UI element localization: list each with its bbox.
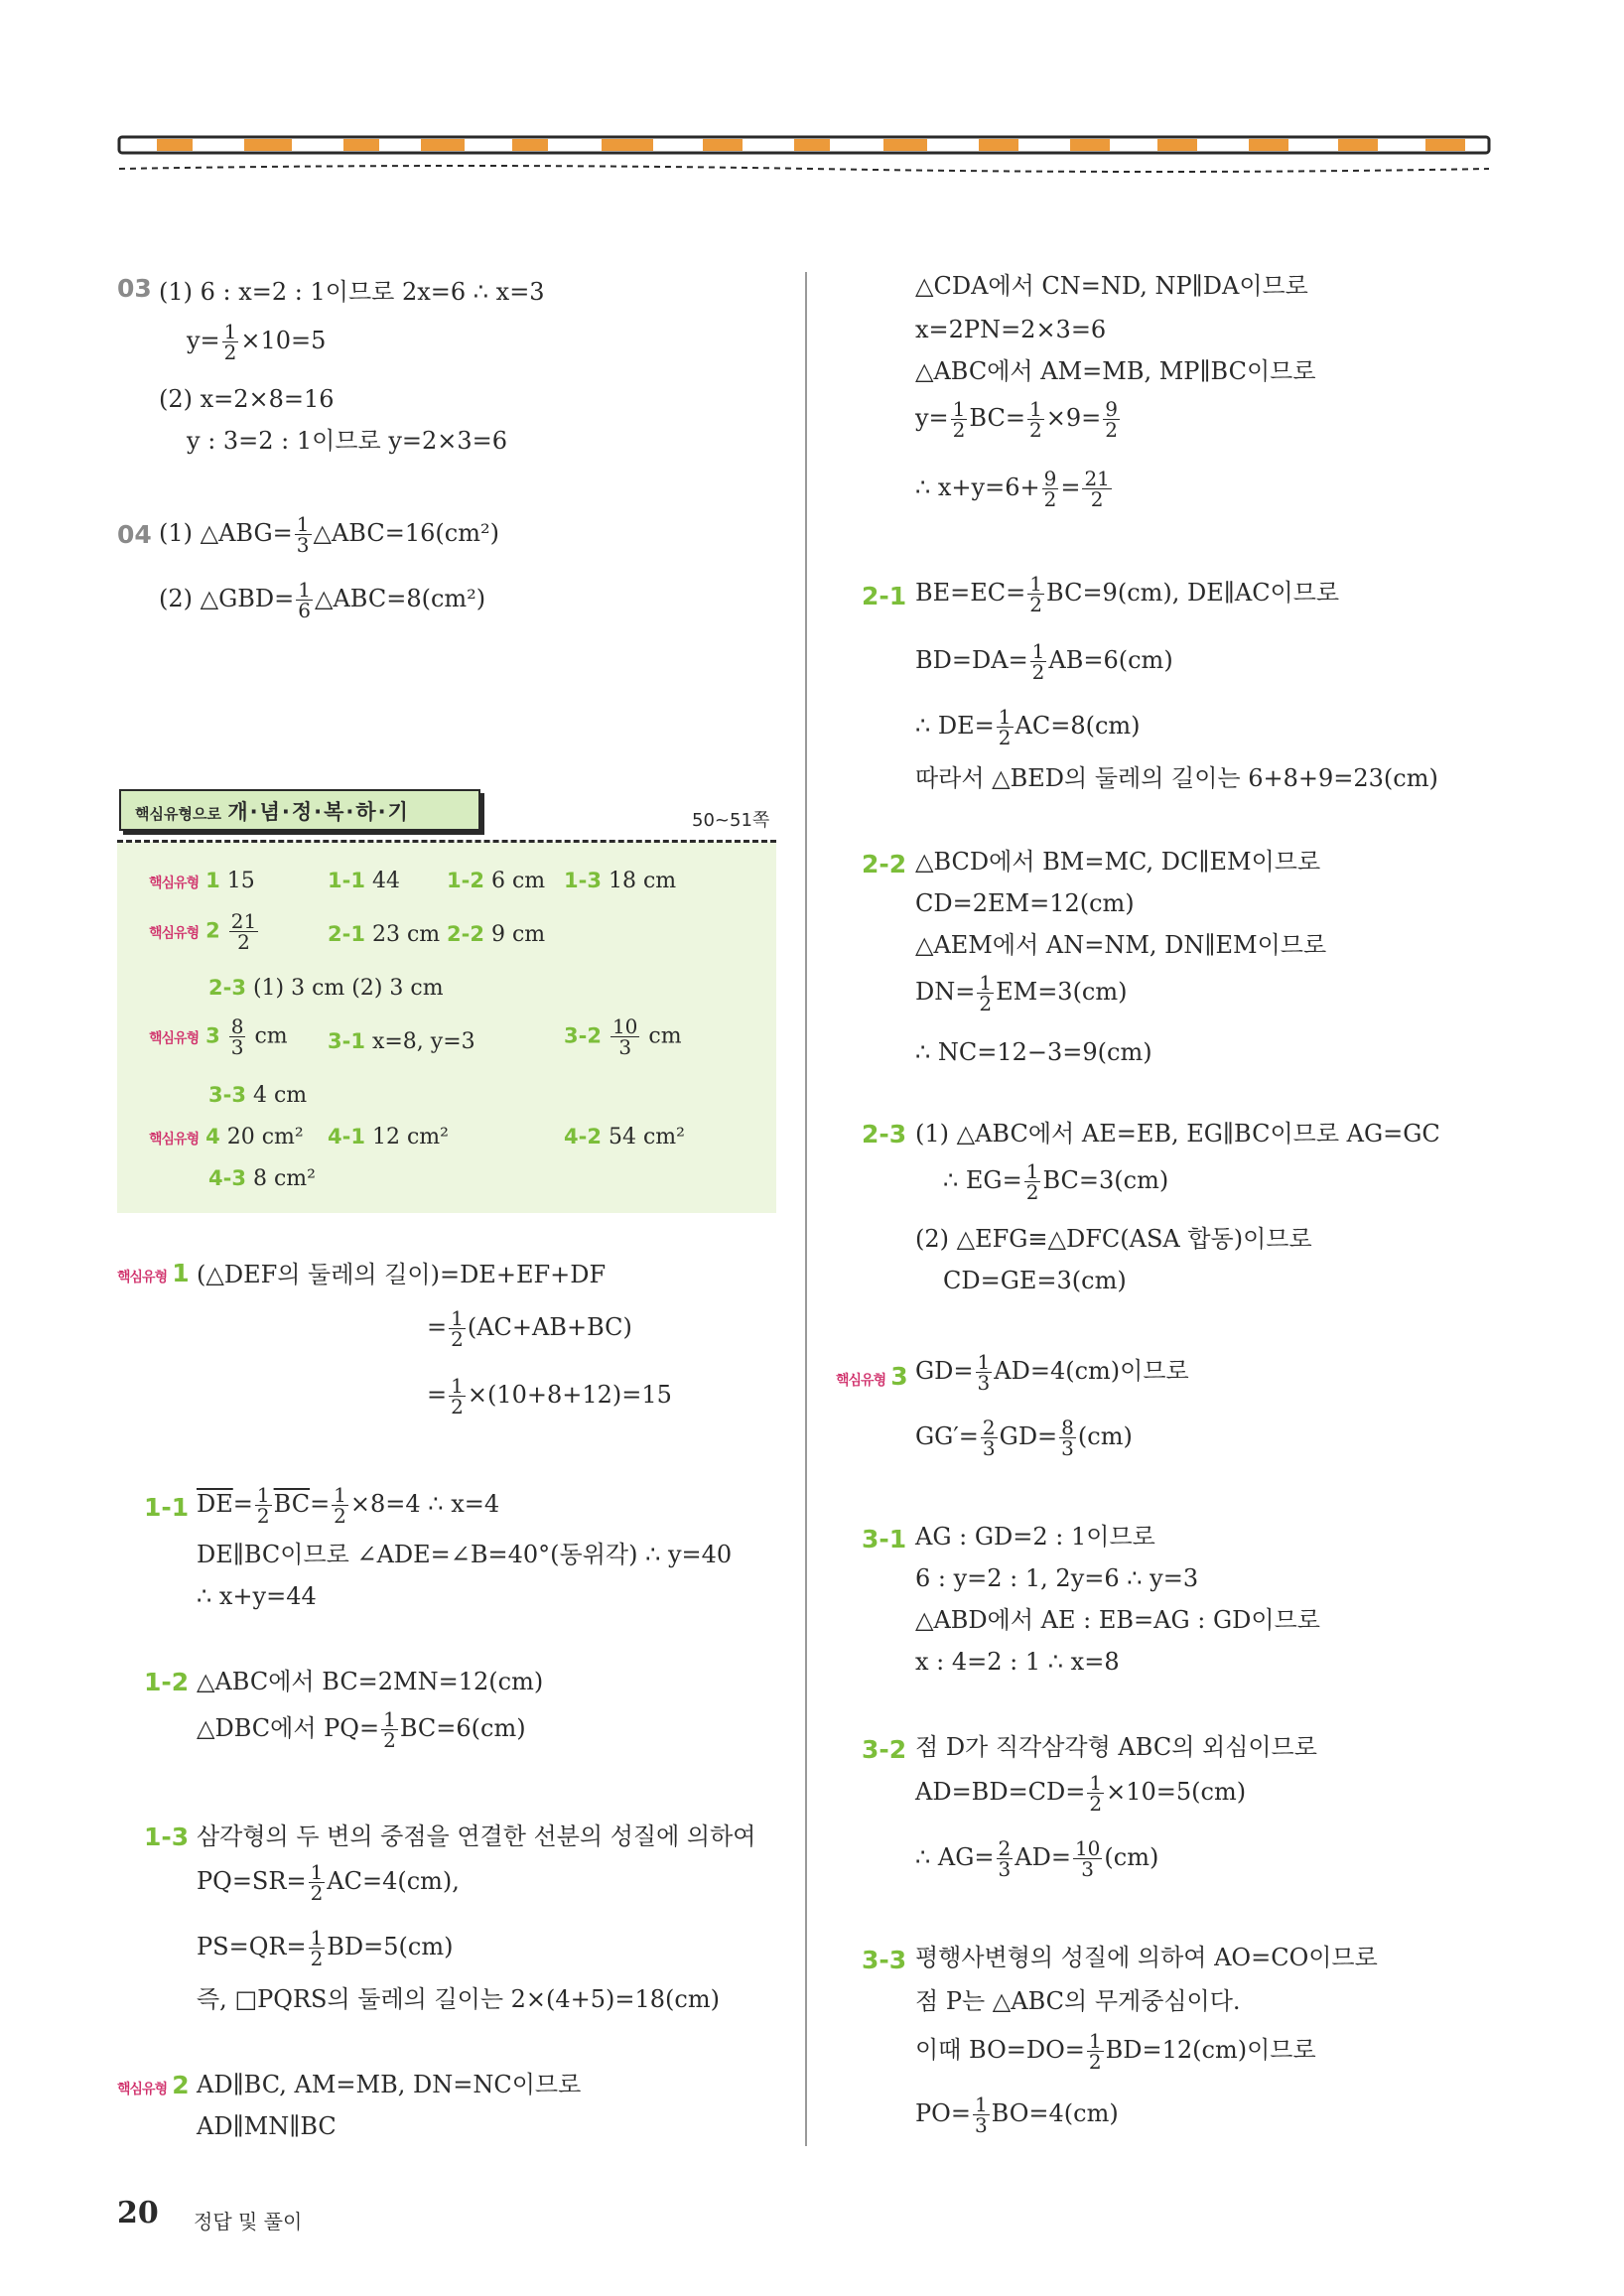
solution-line: △ABC에서 AM=MB, MP∥BC이므로 bbox=[915, 357, 1316, 385]
answer-row: 핵심유형 1 15 bbox=[149, 869, 255, 893]
solution-line: (2) △EFG≡△DFC(ASA 합동)이므로 bbox=[915, 1225, 1312, 1253]
solution-line: AD∥BC, AM=MB, DN=NC이므로 bbox=[197, 2071, 582, 2098]
page-range: 50~51쪽 bbox=[692, 810, 770, 831]
solution-line: △CDA에서 CN=ND, NP∥DA이므로 bbox=[915, 272, 1308, 300]
solution-line: ∴ x+y=44 bbox=[197, 1582, 317, 1610]
solution-line: y= $\frac{1}{2}$ ×10=5 bbox=[187, 320, 327, 364]
problem-label: 1-3 bbox=[144, 1823, 190, 1851]
solution-line: CD=GE=3(cm) bbox=[943, 1267, 1127, 1294]
review-divider bbox=[117, 840, 776, 843]
solution-line: 6 : y=2 : 1, 2y=6 ∴ y=3 bbox=[915, 1564, 1199, 1592]
solution-line: y : 3=2 : 1이므로 y=2×3=6 bbox=[187, 427, 508, 455]
solution-line: CD=2EM=12(cm) bbox=[915, 889, 1135, 917]
answer-item: 1-1 44 bbox=[328, 869, 400, 893]
solution-line: 삼각형의 두 변의 중점을 연결한 선분의 성질에 의하여 bbox=[197, 1823, 756, 1850]
problem-label: 1-2 bbox=[144, 1668, 190, 1696]
answer-item: 1-3 18 cm bbox=[564, 869, 677, 893]
answer-item: 3-3 4 cm bbox=[208, 1083, 308, 1108]
solution-line: AD=BD=CD= $\frac{1}{2}$ ×10=5(cm) bbox=[915, 1771, 1247, 1816]
solution-line: AG : GD=2 : 1이므로 bbox=[915, 1523, 1155, 1551]
solution-line: (1) △ABG= $\frac{1}{3}$ △ABC=16(cm²) bbox=[159, 512, 499, 557]
answer-row: 핵심유형 4 20 cm² bbox=[149, 1125, 304, 1149]
solution-line: PQ=SR= $\frac{1}{2}$ AC=4(cm), bbox=[197, 1860, 460, 1905]
solution-line: x : 4=2 : 1 ∴ x=8 bbox=[915, 1648, 1120, 1676]
solution-line: (△DEF의 둘레의 길이)=DE+EF+DF bbox=[197, 1261, 607, 1288]
answer-row: 핵심유형 2 $\frac{21}{2}$ bbox=[149, 909, 257, 954]
solution-line: DN= $\frac{1}{2}$ EM=3(cm) bbox=[915, 971, 1128, 1015]
answer-item: 4-2 54 cm² bbox=[564, 1125, 685, 1149]
solution-line: (1) △ABC에서 AE=EB, EG∥BC이므로 AG=GC bbox=[915, 1120, 1440, 1148]
solution-line: 이때 BO=DO= $\frac{1}{2}$ BD=12(cm)이므로 bbox=[915, 2029, 1316, 2074]
page-number: 20 bbox=[117, 2196, 159, 2230]
solution-line: GD= $\frac{1}{3}$ AD=4(cm)이므로 bbox=[915, 1350, 1189, 1395]
solution-line: PS=QR= $\frac{1}{2}$ BD=5(cm) bbox=[197, 1926, 454, 1970]
solution-line: AD∥MN∥BC bbox=[197, 2112, 337, 2140]
solution-line: $\overline{DE}=$ $\frac{1}{2}$ $\overline{BC}=$ $\frac{1}{2}$ ×8=4 ∴ x=4 bbox=[197, 1483, 500, 1528]
solution-line: GG′= $\frac{2}{3}$ GD= $\frac{8}{3}$ (cm) bbox=[915, 1416, 1133, 1460]
solution-line: 따라서 △BED의 둘레의 길이는 6+8+9=23(cm) bbox=[915, 764, 1438, 792]
problem-label: 04 bbox=[117, 520, 152, 549]
problem-label: 2-2 bbox=[862, 850, 907, 878]
core-type-label: 핵심유형 2 bbox=[117, 2071, 190, 2099]
solution-line: BE=EC= $\frac{1}{2}$ BC=9(cm), DE∥AC이므로 bbox=[915, 572, 1340, 616]
answer-item: 4-3 8 cm² bbox=[208, 1166, 316, 1191]
solution-line: △AEM에서 AN=NM, DN∥EM이므로 bbox=[915, 931, 1327, 959]
solution-line: BD=DA= $\frac{1}{2}$ AB=6(cm) bbox=[915, 639, 1173, 684]
answer-item: 2-3 (1) 3 cm (2) 3 cm bbox=[208, 976, 444, 1001]
solution-line: y= $\frac{1}{2}$ BC= $\frac{1}{2}$ ×9= $\frac{9}{2}$ bbox=[915, 397, 1118, 442]
answer-item: 1-2 6 cm bbox=[447, 869, 546, 893]
solution-line: ∴ NC=12−3=9(cm) bbox=[915, 1038, 1152, 1066]
solution-line: ∴ EG= $\frac{1}{2}$ BC=3(cm) bbox=[943, 1159, 1169, 1204]
column-divider bbox=[805, 272, 807, 2146]
solution-line: (2) △GBD= $\frac{1}{6}$ △ABC=8(cm²) bbox=[159, 578, 486, 622]
header-decoration bbox=[117, 129, 1491, 181]
solution-line: PO= $\frac{1}{3}$ BO=4(cm) bbox=[915, 2093, 1119, 2137]
solution-line: ∴ AG= $\frac{2}{3}$ AD= $\frac{10}{3}$ (cm) bbox=[915, 1836, 1159, 1881]
solution-line: △DBC에서 PQ= $\frac{1}{2}$ BC=6(cm) bbox=[197, 1707, 526, 1752]
answer-item: 3-2 $\frac{10}{3}$ cm bbox=[564, 1014, 682, 1059]
solution-line: x=2PN=2×3=6 bbox=[915, 316, 1107, 343]
footer-title: 정답 및 풀이 bbox=[194, 2210, 303, 2233]
answer-item: 3-1 x=8, y=3 bbox=[328, 1029, 475, 1054]
answer-item: 4-1 12 cm² bbox=[328, 1125, 449, 1149]
answer-row: 핵심유형 3 $\frac{8}{3}$ cm bbox=[149, 1014, 288, 1059]
solution-line: DE∥BC이므로 ∠ADE=∠B=40°(동위각) ∴ y=40 bbox=[197, 1541, 733, 1568]
solution-line: 점 D가 직각삼각형 ABC의 외심이므로 bbox=[915, 1733, 1317, 1761]
problem-label: 2-1 bbox=[862, 582, 907, 610]
solution-line: (2) x=2×8=16 bbox=[159, 385, 335, 413]
problem-label: 1-1 bbox=[144, 1493, 190, 1522]
problem-label: 3-2 bbox=[862, 1735, 907, 1764]
solution-line: = $\frac{1}{2}$ (AC+AB+BC) bbox=[427, 1306, 632, 1351]
solution-line: △BCD에서 BM=MC, DC∥EM이므로 bbox=[915, 848, 1321, 876]
solution-line: ∴ DE= $\frac{1}{2}$ AC=8(cm) bbox=[915, 705, 1141, 749]
solution-line: ∴ x+y=6+ $\frac{9}{2}$ = $\frac{21}{2}$ bbox=[915, 467, 1110, 511]
core-type-label: 핵심유형 1 bbox=[117, 1259, 190, 1287]
solution-line: 평행사변형의 성질에 의하여 AO=CO이므로 bbox=[915, 1944, 1378, 1971]
answer-item: 2-2 9 cm bbox=[447, 922, 546, 947]
solution-line: = $\frac{1}{2}$ ×(10+8+12)=15 bbox=[427, 1374, 672, 1418]
review-title: 핵심유형으로 개·념·정·복·하·기 bbox=[119, 789, 480, 831]
solution-line: △ABC에서 BC=2MN=12(cm) bbox=[197, 1668, 544, 1695]
solution-line: △ABD에서 AE : EB=AG : GD이므로 bbox=[915, 1606, 1320, 1634]
problem-label: 3-1 bbox=[862, 1525, 907, 1553]
solution-line: (1) 6 : x=2 : 1이므로 2x=6 ∴ x=3 bbox=[159, 278, 545, 306]
core-type-label: 핵심유형 3 bbox=[836, 1362, 908, 1391]
answer-item: 2-1 23 cm bbox=[328, 922, 441, 947]
solution-line: 점 P는 △ABC의 무게중심이다. bbox=[915, 1987, 1241, 2015]
problem-label: 03 bbox=[117, 274, 152, 303]
problem-label: 3-3 bbox=[862, 1946, 907, 1974]
problem-label: 2-3 bbox=[862, 1120, 907, 1148]
solution-line: 즉, □PQRS의 둘레의 길이는 2×(4+5)=18(cm) bbox=[197, 1985, 720, 2013]
